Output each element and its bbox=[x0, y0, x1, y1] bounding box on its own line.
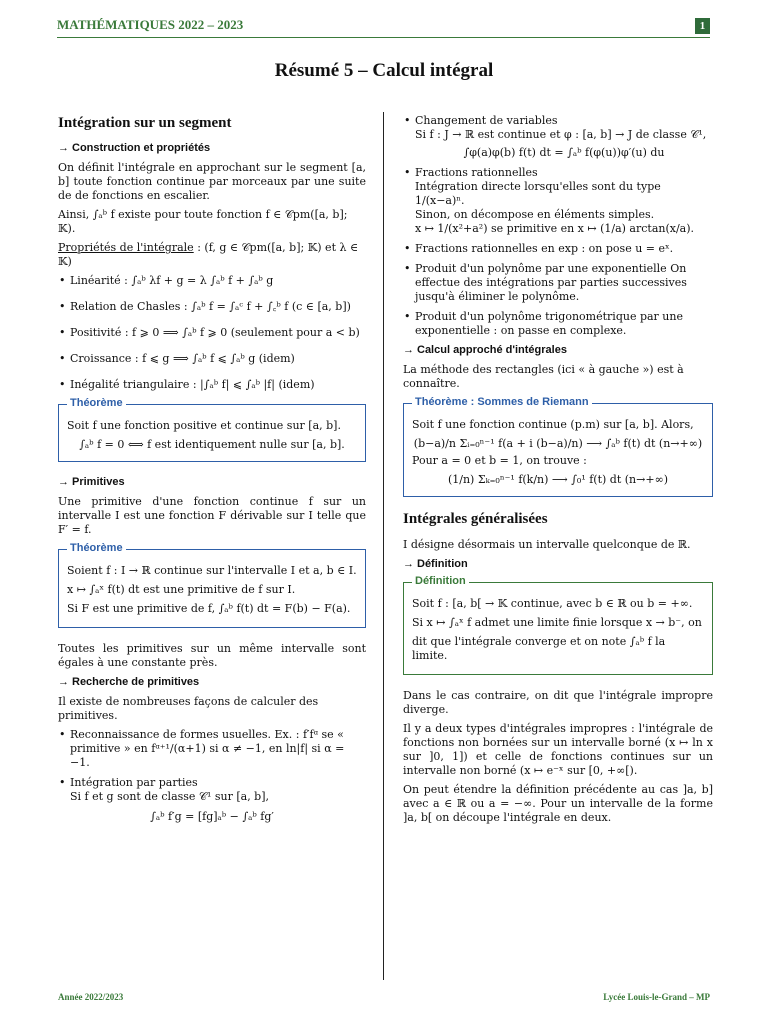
column-divider bbox=[383, 112, 384, 980]
page-number: 1 bbox=[695, 18, 710, 34]
property-formula: ∫ₐᵇ f = ∫ₐᶜ f + ∫꜀ᵇ f (c ∈ [a, b]) bbox=[191, 300, 351, 313]
paragraph-intervalle: I désigne désormais un intervalle quelconque de ℝ. bbox=[403, 538, 691, 551]
theorem-title: Théorème : Sommes de Riemann bbox=[412, 396, 592, 408]
riemann-formula: (1/n) Σₖ₌₀ⁿ⁻¹ f(k/n) ⟶ ∫₀¹ f(t) dt (n→+∞) bbox=[447, 473, 669, 486]
method-item: • Fractions rationnelles en exp : on pose u = eˣ. bbox=[403, 242, 713, 256]
section-title-segment: Intégration sur un segment bbox=[58, 115, 232, 131]
method-item: • Produit d'un polynôme trigonométrique par une exponentielle : on passe en complexe. bbox=[403, 310, 713, 338]
method-item: • Produit d'un polynôme par une exponentielle On effectue des intégrations par parties successives jusqu'à éliminer le polynôme. bbox=[403, 262, 713, 304]
arrow-icon: → bbox=[58, 676, 69, 688]
property-item: • Linéarité : ∫ₐᵇ λf + g = λ ∫ₐᵇ f + ∫ₐᵇ g bbox=[58, 274, 366, 288]
definition-line: Soit f : [a, b[ → 𝕂 continue, avec b ∈ ℝ ou b = +∞. bbox=[412, 597, 693, 610]
theorem-title: Théorème bbox=[67, 542, 126, 554]
paragraph-methodes: Il existe de nombreuses façons de calculer des primitives. bbox=[58, 695, 319, 722]
property-formula: f ⩾ 0 ⟹ ∫ₐᵇ f ⩾ 0 (seulement pour a < b) bbox=[132, 326, 360, 339]
footer-school: Lycée Louis-le-Grand – MP bbox=[603, 992, 710, 1002]
subsection-recherche: → Recherche de primitives bbox=[58, 676, 200, 688]
property-item: • Croissance : f ⩽ g ⟹ ∫ₐᵇ f ⩽ ∫ₐᵇ g (idem) bbox=[58, 352, 366, 366]
properties-list bbox=[58, 274, 366, 392]
property-formula: ∫ₐᵇ λf + g = λ ∫ₐᵇ f + ∫ₐᵇ g bbox=[131, 274, 274, 287]
change-variable-formula: ∫φ(a)φ(b) f(t) dt = ∫ₐᵇ f(φ(u))φ′(u) du bbox=[463, 146, 665, 159]
paragraph-rectangles: La méthode des rectangles (ici « à gauche ») est à connaître. bbox=[403, 363, 684, 390]
theorem-line: Si F est une primitive de f, ∫ₐᵇ f(t) dt = F(b) − F(a). bbox=[67, 602, 351, 615]
properties-heading: Propriétés de l'intégrale : (f, g ∈ 𝒞pm([a, b]; 𝕂) et λ ∈ 𝕂) bbox=[58, 241, 359, 268]
subsection-calcul: → Calcul approché d'intégrales bbox=[403, 344, 567, 356]
theorem-box-positivity bbox=[58, 397, 366, 462]
property-item: • Inégalité triangulaire : |∫ₐᵇ f| ⩽ ∫ₐᵇ |f| (idem) bbox=[58, 378, 366, 392]
arrow-icon: → bbox=[58, 142, 69, 154]
theorem-formula: ∫ₐᵇ f = 0 ⟺ f est identiquement nulle sur [a, b]. bbox=[79, 438, 345, 451]
subsection-construction: → Construction et propriétés bbox=[58, 142, 211, 154]
theorem-line: Pour a = 0 et b = 1, on trouve : bbox=[412, 454, 587, 467]
theorem-line: Soient f : I → ℝ continue sur l'intervalle I et a, b ∈ I. bbox=[67, 564, 357, 577]
paragraph-etendre: On peut étendre la définition précédente au cas ]a, b] avec a ∈ ℝ ou a = −∞. Pour un intervalle de la forme ]a, b[ on découpe l'intégrale en deux. bbox=[403, 783, 713, 824]
theorem-line: Soit f une fonction positive et continue sur [a, b]. bbox=[67, 419, 341, 432]
property-item: • Relation de Chasles : ∫ₐᵇ f = ∫ₐᶜ f + ∫꜀ᵇ f (c ∈ [a, b]) bbox=[58, 300, 366, 314]
header-title: MATHÉMATIQUES 2022 – 2023 bbox=[57, 17, 244, 32]
method-item: • Reconnaissance de formes usuelles. Ex. : f′fᵅ se « primitive » en fᵅ⁺¹/(α+1) si α ≠ −1, en ln|f| si α = −1. bbox=[58, 728, 366, 770]
theorem-box-primitive bbox=[58, 542, 366, 628]
paragraph-contraire: Dans le cas contraire, on dit que l'intégrale impropre diverge. bbox=[403, 689, 713, 716]
method-item: • Changement de variables Si f : J → ℝ est continue et φ : [a, b] → J de classe 𝒞¹, ∫φ(a)φ(b) f(t) dt = ∫ₐᵇ f(φ(u))φ′(u) du bbox=[403, 114, 713, 160]
method-item: • Fractions rationnelles Intégration directe lorsqu'elles sont du type 1/(x−a)ⁿ. Sinon, on décompose en éléments simples. x ↦ 1/(x²+a²) se primitive en x ↦ (1/a) arctan(x/a). bbox=[403, 166, 713, 236]
ipp-formula: ∫ₐᵇ f′g = [fg]ₐᵇ − ∫ₐᵇ fg′ bbox=[150, 810, 274, 823]
methods-list bbox=[58, 728, 366, 804]
property-formula: |∫ₐᵇ f| ⩽ ∫ₐᵇ |f| (idem) bbox=[200, 378, 315, 391]
footer-year: Année 2022/2023 bbox=[58, 992, 124, 1002]
left-column bbox=[58, 112, 366, 827]
paragraph-ainsi: Ainsi, ∫ₐᵇ f existe pour toute fonction f ∈ 𝒞pm([a, b]; 𝕂). bbox=[58, 208, 348, 235]
arrow-icon: → bbox=[403, 344, 414, 356]
paragraph-constante: Toutes les primitives sur un même intervalle sont égales à une constante près. bbox=[58, 642, 366, 669]
definition-box bbox=[403, 575, 713, 675]
theorem-title: Théorème bbox=[67, 397, 126, 409]
section-title-generalisees: Intégrales généralisées bbox=[403, 511, 548, 527]
property-formula: f ⩽ g ⟹ ∫ₐᵇ f ⩽ ∫ₐᵇ g (idem) bbox=[142, 352, 295, 365]
definition-line: dit que l'intégrale converge et on note ∫ₐᵇ f la limite. bbox=[412, 635, 666, 662]
definition-title: Définition bbox=[412, 575, 469, 587]
riemann-formula: (b−a)/n Σᵢ₌₀ⁿ⁻¹ f(a + i (b−a)/n) ⟶ ∫ₐᵇ f(t) dt (n→+∞) bbox=[413, 437, 703, 450]
method-item: • Intégration par parties Si f et g sont de classe 𝒞¹ sur [a, b], bbox=[58, 776, 366, 804]
paragraph-primitive: Une primitive d'une fonction continue f sur un intervalle I est une fonction F dérivable sur I telle que F′ = f. bbox=[58, 495, 366, 536]
paragraph-types: Il y a deux types d'intégrales impropres : l'intégrale de fonctions non bornées sur un intervalle borné (x ↦ ln x sur ]0, 1]) et celle de fonctions continues sur un intervalle non borné (x ↦ e⁻ˣ sur [0, +∞[). bbox=[403, 722, 713, 777]
theorem-box-riemann bbox=[403, 396, 713, 497]
theorem-line: x ↦ ∫ₐˣ f(t) dt est une primitive de f sur I. bbox=[67, 583, 296, 596]
definition-line: Si x ↦ ∫ₐˣ f admet une limite finie lorsque x → b⁻, on bbox=[412, 616, 702, 629]
subsection-definition: → Définition bbox=[403, 558, 468, 570]
theorem-line: Soit f une fonction continue (p.m) sur [a, b]. Alors, bbox=[412, 418, 694, 431]
methods-list-cont bbox=[403, 114, 713, 338]
property-item: • Positivité : f ⩾ 0 ⟹ ∫ₐᵇ f ⩾ 0 (seulement pour a < b) bbox=[58, 326, 366, 340]
right-column bbox=[403, 112, 713, 830]
arrow-icon: → bbox=[403, 558, 414, 570]
subsection-primitives: → Primitives bbox=[58, 476, 125, 488]
paragraph-definition: On définit l'intégrale en approchant sur le segment [a, b] toute fonction continue par morceaux par une suite de de fonctions en escalier. bbox=[58, 161, 366, 202]
header-rule bbox=[57, 37, 710, 38]
arrow-icon: → bbox=[58, 476, 69, 488]
document-title: Résumé 5 – Calcul intégral bbox=[274, 60, 494, 81]
page-header bbox=[57, 17, 710, 37]
